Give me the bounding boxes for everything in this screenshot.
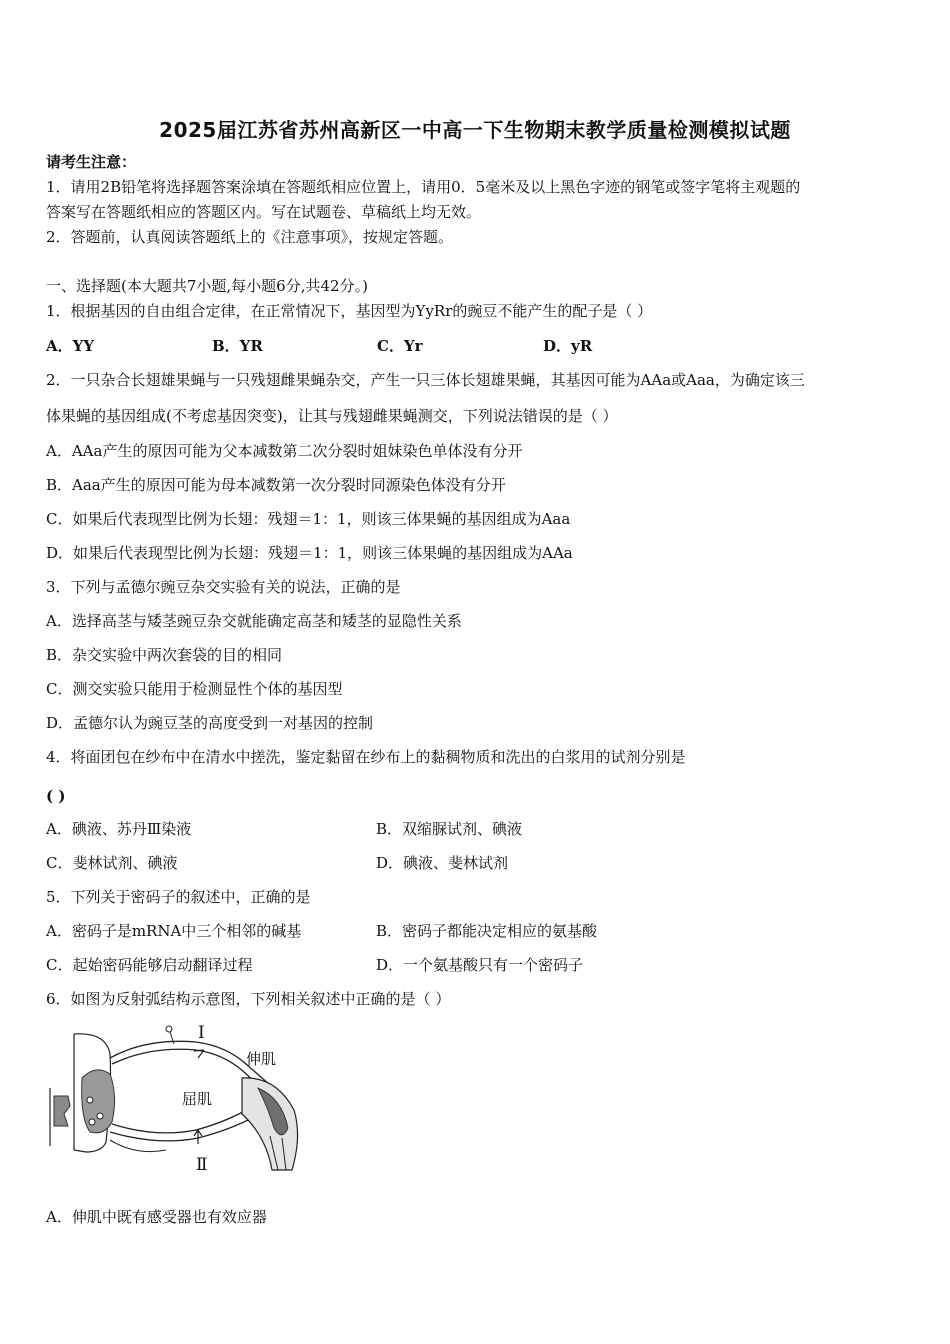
notice-line-1b: 答案写在答题纸相应的答题区内。写在试题卷、草稿纸上均无效。 xyxy=(46,203,482,221)
question-5-option-c: C．起始密码能够启动翻译过程 xyxy=(46,956,253,974)
question-2-option-c: C．如果后代表现型比例为长翅：残翅＝1：1，则该三体果蝇的基因组成为Aaa xyxy=(46,510,571,528)
question-2-option-d: D．如果后代表现型比例为长翅：残翅＝1：1，则该三体果蝇的基因组成为AAa xyxy=(46,544,573,562)
question-1-option-a: A．YY xyxy=(46,337,95,355)
question-3-option-b: B．杂交实验中两次套袋的目的相同 xyxy=(46,646,283,664)
question-1-stem: 1．根据基因的自由组合定律，在正常情况下，基因型为YyRr的豌豆不能产生的配子是（ ） xyxy=(46,302,653,320)
question-4-paren: ( ) xyxy=(46,787,66,805)
reflex-arc-diagram xyxy=(46,1018,316,1176)
question-4-option-a: A．碘液、苏丹Ⅲ染液 xyxy=(46,820,192,838)
question-3-stem: 3．下列与孟德尔豌豆杂交实验有关的说法，正确的是 xyxy=(46,578,401,596)
label-flexor: 屈肌 xyxy=(182,1090,213,1108)
label-i: Ⅰ xyxy=(198,1023,205,1043)
question-4-option-b: B．双缩脲试剂、碘液 xyxy=(376,820,523,838)
notice-line-2: 2．答题前，认真阅读答题纸上的《注意事项》，按规定答题。 xyxy=(46,228,454,246)
question-6-stem: 6．如图为反射弧结构示意图，下列相关叙述中正确的是（ ） xyxy=(46,990,451,1008)
question-5-option-b: B．密码子都能决定相应的氨基酸 xyxy=(376,922,598,940)
question-5-option-d: D．一个氨基酸只有一个密码子 xyxy=(376,956,584,974)
question-3-option-c: C．测交实验只能用于检测显性个体的基因型 xyxy=(46,680,343,698)
question-1-option-c: C．Yr xyxy=(377,337,423,355)
notice-heading: 请考生注意： xyxy=(46,153,137,171)
question-1-option-d: D．yR xyxy=(543,337,593,355)
question-4-stem: 4．将面团包在纱布中在清水中搓洗，鉴定黏留在纱布上的黏稠物质和洗出的白浆用的试剂分别是 xyxy=(46,748,686,766)
question-5-stem: 5．下列关于密码子的叙述中，正确的是 xyxy=(46,888,311,906)
notice-line-1: 1．请用2B铅笔将选择题答案涂填在答题纸相应位置上，请用0．5毫米及以上黑色字迹的钢笔或签字笔将主观题的 xyxy=(46,178,801,196)
question-6-option-a: A．伸肌中既有感受器也有效应器 xyxy=(46,1208,267,1226)
label-ii: Ⅱ xyxy=(196,1155,208,1175)
label-extensor: 伸肌 xyxy=(246,1050,277,1068)
question-3-option-d: D．孟德尔认为豌豆茎的高度受到一对基因的控制 xyxy=(46,714,374,732)
question-2-stem-2: 体果蝇的基因组成(不考虑基因突变)，让其与残翅雌果蝇测交，下列说法错误的是（ ） xyxy=(46,407,618,425)
page-title: 2025届江苏省苏州高新区一中高一下生物期末教学质量检测模拟试题 xyxy=(159,118,791,142)
question-1-option-b: B．YR xyxy=(212,337,263,355)
question-5-option-a: A．密码子是mRNA中三个相邻的碱基 xyxy=(46,922,302,940)
question-2-stem-1: 2．一只杂合长翅雄果蝇与一只残翅雌果蝇杂交，产生一只三体长翅雄果蝇，其基因可能为AAa或Aaa，为确定该三 xyxy=(46,371,805,389)
question-2-option-b: B．Aaa产生的原因可能为母本减数第一次分裂时同源染色体没有分开 xyxy=(46,476,506,494)
question-4-option-c: C．斐林试剂、碘液 xyxy=(46,854,178,872)
question-3-option-a: A．选择高茎与矮茎豌豆杂交就能确定高茎和矮茎的显隐性关系 xyxy=(46,612,462,630)
question-2-option-a: A．AAa产生的原因可能为父本减数第二次分裂时姐妹染色单体没有分开 xyxy=(46,442,523,460)
section-heading: 一、选择题(本大题共7小题,每小题6分,共42分。) xyxy=(46,277,368,295)
question-4-option-d: D．碘液、斐林试剂 xyxy=(376,854,509,872)
